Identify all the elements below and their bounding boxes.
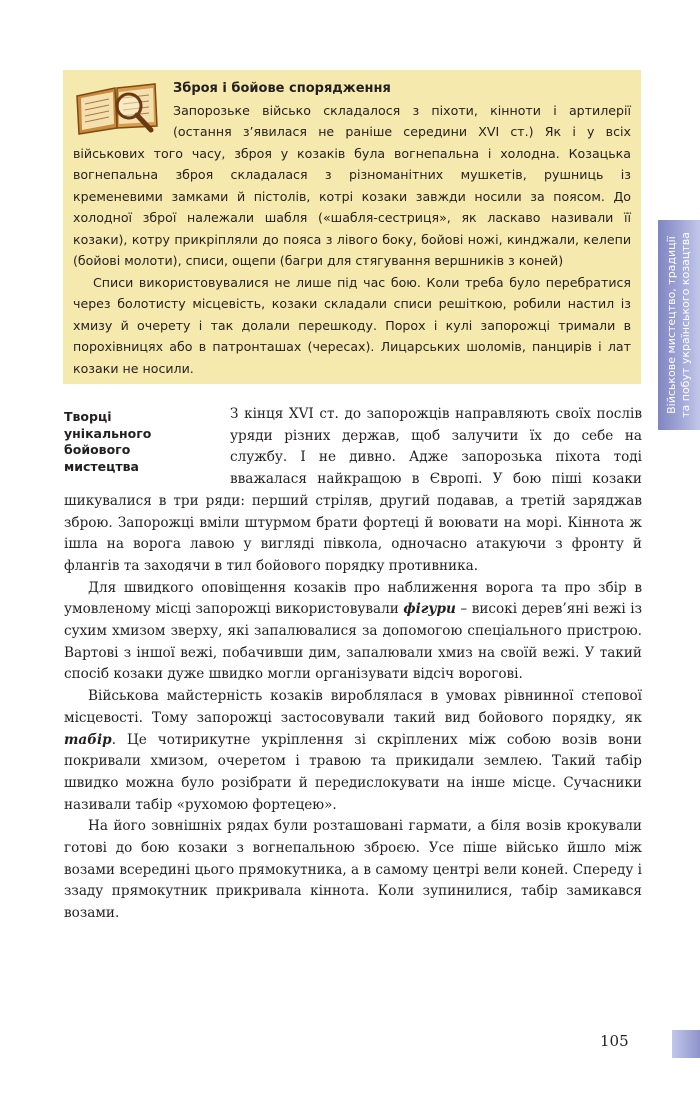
paragraph-3 — [64, 686, 642, 816]
info-box-paragraph-2: Списи використовувалися не лише під час бою. Коли треба було перебратися через болотисту місцевість, козаки складали списи решіткою, робили настил із хмизу й очерету і так долали перешкоду. Порох і кулі запорожці тримали в порохівницях або в патронташах (чересах). Лицарських шоломів, панцирів і лат козаки не носили. — [73, 274, 631, 376]
info-box-paragraph-1: Запорозьке військо складалося з піхоти, кінноти і артилерії (остання з’явилася не раніше середини XVI ст.) Як і у всіх військових того часу, зброя у козаків була вогнепальна і холодна. Козацька вогнепальна зброя складалася з різноманітних мушкетів, рушниць із кременевими замками й пістолів, котрі козаки завжди носили за поясом. До холодної зброї належали шабля («шабля-сестриця», як ласкаво називали її козаки), котру прикріпляли до пояса з лівого боку, бойові ножі, кинджали, келепи (бойові молоти), списи, ощепи (багри для стягування вершників з коней) — [73, 102, 631, 268]
paragraph-2-start: Для швидкого оповіщення козаків про наближення ворога та про збір в умовленому місці запорожці використовували — [64, 579, 642, 618]
open-book-with-magnifier-icon — [71, 80, 163, 136]
paragraph-3-start: Військова майстерність козаків вироблялася в умовах рівнинної степової місцевості. Тому запорожці застосовували такий вид бойового порядку, як — [64, 688, 642, 726]
section-side-heading: Творці унікального бойового мистецтва — [64, 409, 152, 474]
term-tabir: табір — [64, 731, 112, 748]
side-heading-spacer — [64, 404, 230, 490]
term-figury: фігури — [403, 601, 456, 618]
paragraph-2-end: – високі дерев’яні вежі із сухим хмизом зверху, які запалювалися за допомогою спеціального пристрою. Вартові з іншої вежі, побачивши дим, запалювали хмиз на своїй вежі. У такий спосіб козаки дуже швидко могли організувати відсіч ворогові. — [64, 601, 642, 683]
chapter-tab-line-2: та побут українського козацтва — [679, 232, 692, 418]
main-text — [64, 404, 642, 925]
chapter-tab-label — [665, 232, 693, 418]
page-number: 105 — [600, 1032, 629, 1050]
chapter-tab — [658, 220, 700, 430]
page-corner-strip — [672, 1030, 700, 1058]
paragraph-2 — [64, 578, 642, 687]
paragraph-4: На його зовнішніх рядах були розташовані гармати, а біля возів крокували готові до бою козаки з вогнепальною зброєю. Усе піше військо йшло між возами всередині цього прямокутника, а в самому центрі вели коней. Спереду і ззаду прямокутник прикривала кіннота. Коли зупинилися, табір замикався возами. — [64, 818, 642, 922]
chapter-tab-line-1: Військове мистецтво, традиції — [665, 236, 678, 414]
info-box-title: Зброя і бойове спорядження — [173, 81, 391, 96]
paragraph-3-end: . Це чотирикутне укріплення зі скріплених між собою возів вони покривали хмизом, очеретом і травою та прикидали землею. Такий табір швидко можна було розібрати й передислокувати на інше місце. Сучасники називали табір «рухомою фортецею». — [64, 731, 642, 813]
info-box — [63, 70, 641, 384]
paragraph-1: З кінця XVI ст. до запорожців направляють своїх послів уряди різних держав, щоб залучити їх до себе на службу. І не дивно. Адже запорозька піхота тоді вважалася найкращою в Європі. У бою піші козаки шикувалися в три ряди: перший стріляв, другий подавав, а третій заряджав зброю. Запорожці вміли штурмом брати фортеці й воювати на морі. Кіннота ж ішла на ворога лавою у вигляді півкола, одночасно атакуючи з фронту й флангів та заходячи в тил бойового порядку противника. — [64, 406, 642, 574]
